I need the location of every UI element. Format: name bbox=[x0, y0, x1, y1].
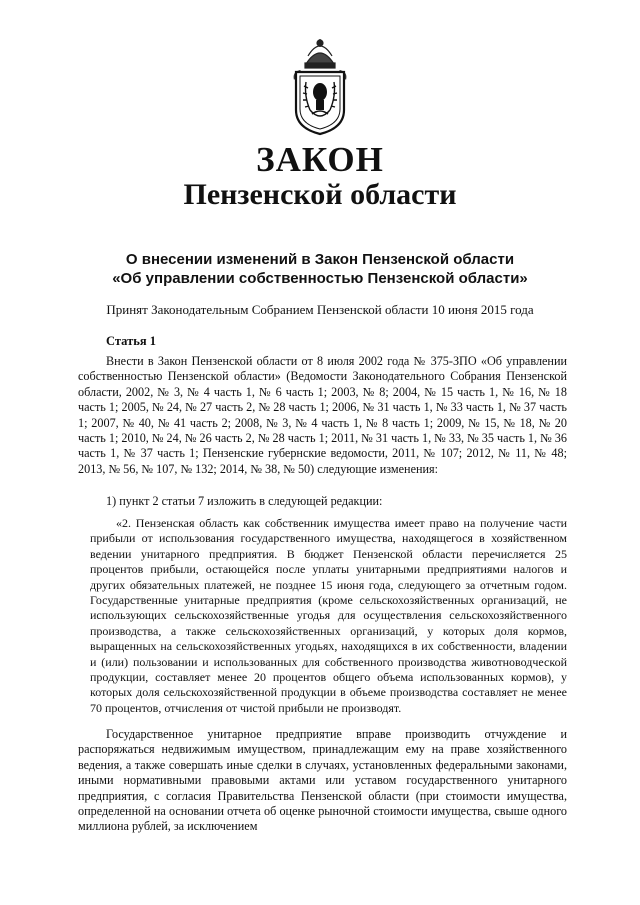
adoption-date: Принят Законодательным Собранием Пензенской области 10 июня 2015 года bbox=[106, 302, 534, 317]
article-heading: Статья 1 bbox=[106, 334, 156, 348]
amendment-paragraph-2: Государственное унитарное предприятие вправе производить отчуждение и распоряжаться недвижимым имуществом, принадлежащим ему на праве хозяйственного ведения, а также совершать иные сделки в случаях, установленных федеральными законами, иными нормативными правовыми актами или уставом государственного унитарного предприятия, с согласия Правительства Пензенской области (при стоимости имущества, определенной на основании отчета об оценке рыночной стоимости имущества, свыше одного миллиона рублей, за исключением bbox=[78, 727, 567, 834]
law-subject bbox=[0, 250, 640, 288]
document-title: ЗАКОН bbox=[256, 140, 384, 179]
document-subtitle: Пензенской области bbox=[183, 178, 457, 211]
amendment-quoted-text: «2. Пензенская область как собственник имущества имеет право на получение части прибыли от использования государственного имущества, находящегося в хозяйственном ведении унитарного предприятия. В бюджет Пензенской области перечисляется 25 процентов прибыли, остающейся после уплаты унитарными предприятиями налогов и других обязательных платежей, не позднее 15 июня года, следующего за отчетным годом. Государственные унитарные предприятия (кроме сельскохозяйственных организаций, не использующих сельскохозяйственные угодья для осуществления сельскохозяйственного производства, а также сельскохозяйственных организаций, у которых доля кормов, выращенных на сельскохозяйственных угодьях, находящихся в их собственности, владении и (или) пользовании и использованных для собственного производства животноводческой продукции, составляет менее 20 процентов общего объема использованных кормов), у которых доля сельскохозяйственной продукции в объеме производства составляет не менее 70 процентов, отчисления от чистой прибыли не производят. bbox=[90, 516, 567, 715]
subject-line-1: О внесении изменений в Закон Пензенской области bbox=[125, 251, 515, 268]
subject-line-2: «Об управлении собственностью Пензенской области» bbox=[112, 270, 528, 287]
coat-of-arms-icon bbox=[286, 38, 354, 136]
amendment-item-1: 1) пункт 2 статьи 7 изложить в следующей редакции: bbox=[106, 494, 383, 508]
article-intro-paragraph: Внести в Закон Пензенской области от 8 июля 2002 года № 375-ЗПО «Об управлении собственностью Пензенской области» (Ведомости Законодательного Собрания Пензенской области, 2002, № 3, № 4 часть 1, № 6 часть 1; 2003, № 8; 2004, № 15 часть 1, № 16, № 18 часть 1; 2005, № 24, № 27 часть 2, № 28 часть 1; 2006, № 31 часть 1, № 33 часть 1, № 37 часть 1; 2007, № 40, № 41 часть 2; 2008, № 3, № 4 часть 1, № 8 часть 1; 2009, № 15, № 18, № 20 часть 1; 2010, № 24, № 26 часть 2, № 28 часть 1; 2011, № 31 часть 1, № 33, № 35 часть 1, № 36 часть 1, № 37 часть 1; Пензенские губернские ведомости, 2011, № 107; 2012, № 11, № 48; 2013, № 56, № 107, № 132; 2014, № 38, № 50) следующие изменения: bbox=[78, 354, 567, 476]
